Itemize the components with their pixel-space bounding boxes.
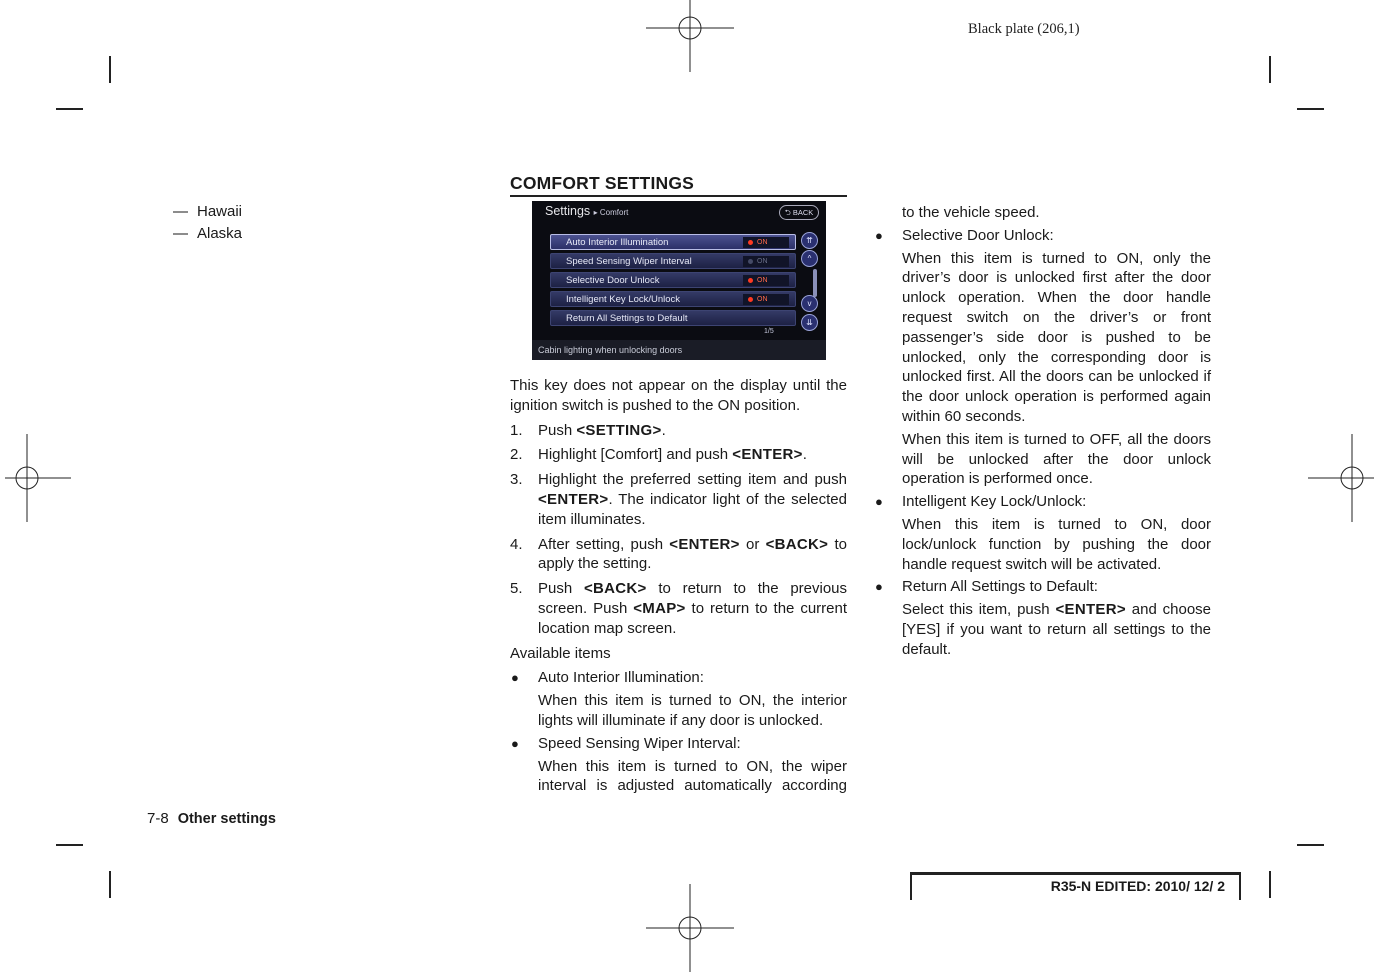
step-item: 5. Push <BACK> to return to the previous screen. Push <MAP> to return to the current location map screen. — [510, 580, 848, 637]
registration-mark-icon — [1308, 434, 1381, 522]
bullet-item: ● Speed Sensing Wiper Interval: — [511, 734, 741, 752]
crop-mark — [109, 871, 111, 898]
screen-footer-text: Cabin lighting when unlocking doors — [532, 340, 826, 360]
screen-row-wiper: Speed Sensing Wiper Interval ON — [550, 253, 796, 269]
scroll-up-icon: ^ — [801, 250, 818, 267]
registration-mark-icon — [646, 884, 734, 972]
dash-item: — Hawaii — [173, 203, 243, 220]
screen-row-intelligent-key: Intelligent Key Lock/Unlock ON — [550, 291, 796, 307]
bullet-item: ● Return All Settings to Default: — [875, 578, 1098, 596]
screen-page-indicator: 1/5 — [764, 328, 774, 335]
middle-column — [510, 376, 847, 796]
scroll-down-icon: v — [801, 295, 818, 312]
page-footer — [147, 810, 276, 827]
available-items-label: Available items — [510, 644, 611, 662]
back-button: ⮌ BACK — [779, 205, 819, 220]
step-item: 2. Highlight [Comfort] and push <ENTER>. — [510, 446, 807, 464]
bullet-desc: When this item is turned to ON, the wiper interval is adjusted automatically according — [538, 757, 847, 795]
bullet-desc: When this item is turned to ON, door lock/unlock function by pushing the door handle request switch will be activated. — [902, 515, 1211, 573]
bullet-desc: When this item is turned to ON, the interior lights will illuminate if any door is unlocked. — [538, 692, 847, 729]
right-column — [874, 203, 1211, 660]
step-item: 4. After setting, push <ENTER> or <BACK> to apply the setting. — [510, 535, 847, 573]
intro-text: This key does not appear on the display until the ignition switch is pushed to the ON position. — [510, 377, 847, 414]
screen-row-door-unlock: Selective Door Unlock ON — [550, 272, 796, 288]
dash-item: — Alaska — [173, 225, 243, 242]
step-item: 3. Highlight the preferred setting item and push <ENTER>. The indicator light of the selected item illuminates. — [510, 471, 847, 528]
section-title: COMFORT SETTINGS — [510, 173, 847, 197]
edited-stamp: R35-N EDITED: 2010/ 12/ 2 — [910, 872, 1241, 900]
plate-label: Black plate (206,1) — [968, 21, 1080, 37]
scroll-top-icon: ⇈ — [801, 232, 818, 249]
bullet-desc: When this item is turned to ON, only the driver’s door is unlocked first after the door unlock operation. When the door handle request switch on the driver’s or front passenger’s side door is pushed to be unlocked, only the corresponding door is unlocked first. All the doors can be unlocked if the door unlock operation is performed again within 60 seconds. — [902, 249, 1211, 425]
step-item: 1. Push <SETTING>. — [510, 421, 666, 439]
screen-title: Settings ▸ Comfort — [545, 204, 629, 218]
section-name: Other settings — [177, 811, 276, 827]
registration-mark-icon — [0, 434, 71, 522]
settings-screen-image — [532, 201, 826, 360]
bullet-item: ● Intelligent Key Lock/Unlock: — [875, 493, 1087, 511]
crop-mark — [1269, 56, 1271, 83]
crop-mark — [56, 108, 83, 110]
crop-mark — [109, 56, 111, 83]
bullet-item: ● Selective Door Unlock: — [875, 226, 1054, 244]
screen-row-auto-interior: Auto Interior Illumination ON — [550, 234, 796, 250]
screen-row-return-default: Return All Settings to Default — [550, 310, 796, 326]
scrollbar — [813, 269, 817, 297]
crop-mark — [56, 844, 83, 846]
crop-mark — [1297, 844, 1324, 846]
registration-mark-icon — [646, 0, 734, 72]
crop-mark — [1269, 871, 1271, 898]
bullet-desc: Select this item, push <ENTER> and choose [YES] if you want to return all settings to the default. — [902, 601, 1212, 658]
scroll-bottom-icon: ⇊ — [801, 314, 818, 331]
crop-mark — [1297, 108, 1324, 110]
bullet-desc: When this item is turned to OFF, all the doors will be unlocked after the door unlock operation is performed once. — [902, 430, 1211, 488]
bullet-item: ● Auto Interior Illumination: — [511, 669, 704, 687]
continued-text: to the vehicle speed. — [902, 204, 1040, 221]
page-number: 7-8 — [147, 810, 169, 827]
